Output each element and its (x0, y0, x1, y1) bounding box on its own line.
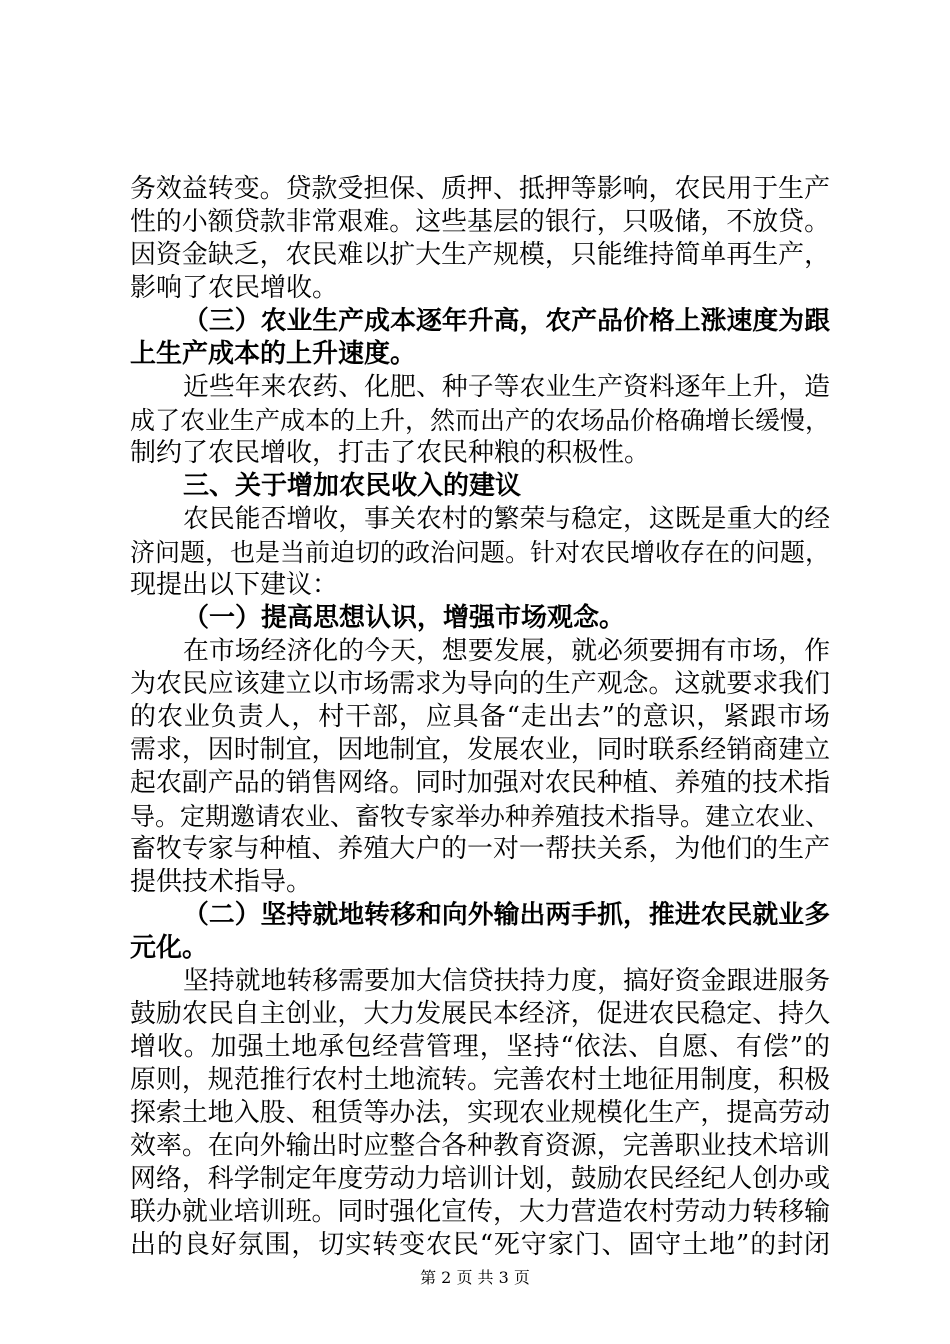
section-heading-line: 上生产成本的上升速度。 (130, 339, 417, 369)
paragraph-line: 近些年来农药、化肥、种子等农业生产资料逐年上升，造 (183, 372, 830, 402)
paragraph-line: 出的良好氛围，切实转变农民“死守家门、固守土地”的封闭 (130, 1230, 830, 1260)
paragraph-line: 起农副产品的销售网络。同时加强对农民种植、养殖的技术指 (130, 768, 830, 798)
paragraph-line: 探索土地入股、租赁等办法，实现农业规模化生产，提高劳动 (130, 1098, 830, 1128)
page-footer: 第 2 页 共 3 页 (420, 1268, 530, 1287)
paragraph-line: 联办就业培训班。同时强化宣传，大力营造农村劳动力转移输 (130, 1197, 830, 1227)
paragraph-line: 为农民应该建立以市场需求为导向的生产观念。这就要求我们 (130, 669, 830, 699)
paragraph-line: 畜牧专家与种植、养殖大户的一对一帮扶关系，为他们的生产 (130, 834, 830, 864)
paragraph-line: 的农业负责人，村干部，应具备“走出去”的意识，紧跟市场 (130, 702, 830, 732)
paragraph-line: 网络，科学制定年度劳动力培训计划，鼓励农民经纪人创办或 (130, 1164, 830, 1194)
paragraph-line: 原则，规范推行农村土地流转。完善农村土地征用制度，积极 (130, 1065, 830, 1095)
paragraph-line: 增收。加强土地承包经营管理，坚持“依法、自愿、有偿”的 (130, 1032, 830, 1062)
paragraph-line: 提供技术指导。 (130, 867, 313, 897)
section-heading-line: 三、关于增加农民收入的建议 (183, 471, 522, 501)
paragraph-line: 农民能否增收，事关农村的繁荣与稳定，这既是重大的经 (183, 504, 830, 534)
paragraph-line: 影响了农民增收。 (130, 273, 339, 303)
paragraph-line: 济问题，也是当前迫切的政治问题。针对农民增收存在的问题， (130, 538, 831, 567)
document-body (130, 173, 830, 1262)
paragraph-line: 制约了农民增收，打击了农民种粮的积极性。 (130, 438, 651, 468)
paragraph-line: 导。定期邀请农业、畜牧专家举办种养殖技术指导。建立农业、 (130, 802, 831, 831)
paragraph-line: 效率。在向外输出时应整合各种教育资源，完善职业技术培训 (130, 1131, 830, 1161)
paragraph-line: 需求，因时制宜，因地制宜，发展农业，同时联系经销商建立 (130, 735, 830, 765)
paragraph-line: 坚持就地转移需要加大信贷扶持力度，搞好资金跟进服务 (183, 966, 830, 996)
section-heading-line: 元化。 (130, 933, 209, 963)
paragraph-line: 因资金缺乏，农民难以扩大生产规模，只能维持简单再生产， (130, 240, 830, 270)
section-heading-line: （一）提高思想认识，增强市场观念。 (183, 603, 626, 633)
paragraph-line: 鼓励农民自主创业，大力发展民本经济，促进农民稳定、持久 (130, 999, 830, 1029)
paragraph-line: 在市场经济化的今天，想要发展，就必须要拥有市场，作 (183, 636, 830, 666)
paragraph-line: 现提出以下建议： (130, 570, 339, 600)
paragraph-line: 性的小额贷款非常艰难。这些基层的银行，只吸储，不放贷。 (130, 207, 830, 237)
paragraph-line: 务效益转变。贷款受担保、质押、抵押等影响，农民用于生产 (130, 174, 830, 204)
paragraph-line: 成了农业生产成本的上升，然而出产的农场品价格确增长缓慢， (130, 406, 831, 435)
section-heading-line: （二）坚持就地转移和向外输出两手抓，推进农民就业多 (183, 900, 830, 930)
section-heading-line: （三）农业生产成本逐年升高，农产品价格上涨速度为跟 (183, 306, 830, 336)
